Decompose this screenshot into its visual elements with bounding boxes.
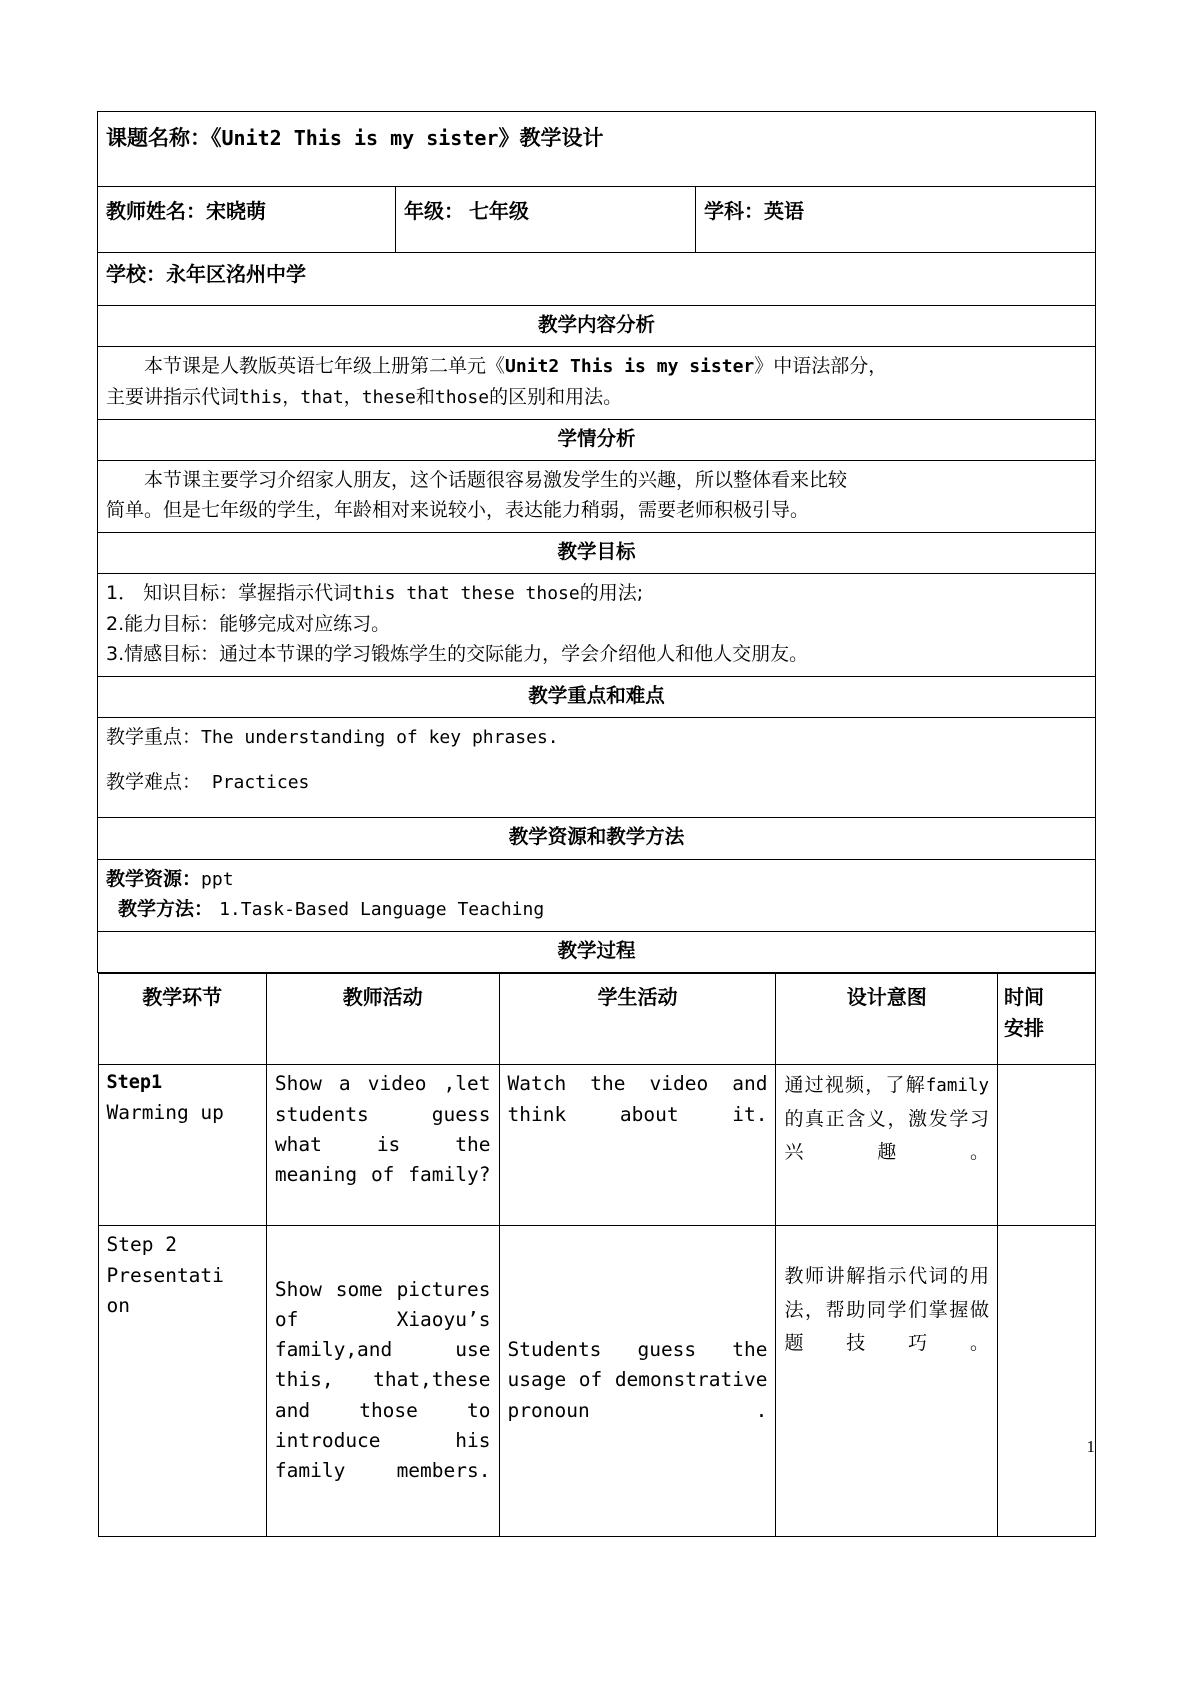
resource-value: ppt	[201, 868, 234, 890]
title-row	[98, 112, 1096, 187]
content-analysis-conjunction: 和	[415, 386, 435, 409]
grade-label: 年级：	[404, 199, 464, 223]
design-intent-step2-text: 教师讲解指示代词的用法，帮助同学们掌握做题技巧。	[784, 1265, 989, 1354]
content-analysis-heading: 教学内容分析	[98, 306, 1096, 347]
process-table-row	[98, 973, 1096, 1538]
learner-analysis-heading: 学情分析	[98, 419, 1096, 460]
key-point-value: The understanding of key phrases.	[201, 726, 559, 748]
meta-row	[98, 187, 1096, 253]
objective-item-3: 3.情感目标：通过本节课的学习锻炼学生的交际能力，学会介绍他人和他人交朋友。	[106, 643, 809, 666]
subject-value: 英语	[764, 199, 804, 223]
process-table	[98, 973, 1096, 1537]
process-heading: 教学过程	[98, 932, 1096, 973]
student-activity-step1: Watch the video and think about it.	[499, 1065, 776, 1226]
key-difficult-heading-row	[98, 676, 1096, 717]
title-suffix: 》教学设计	[498, 126, 604, 150]
content-analysis-line-1	[106, 351, 1087, 382]
stage-cell-step2	[98, 1226, 266, 1537]
method-line	[106, 894, 1087, 925]
document-title-cell	[98, 112, 1096, 187]
stage-step2-subtitle-cont: on	[106, 1293, 130, 1317]
process-heading-row	[98, 932, 1096, 973]
design-intent-step1	[776, 1065, 998, 1226]
col-header-time-line2: 安排	[1003, 1016, 1044, 1041]
col-header-teacher-activity: 教师活动	[266, 974, 499, 1065]
content-analysis-heading-row	[98, 306, 1096, 347]
stage-step2-subtitle: Presentati	[106, 1263, 224, 1287]
col-header-design-intent: 设计意图	[776, 974, 998, 1065]
stage-cell-step1	[98, 1065, 266, 1226]
key-difficult-heading: 教学重点和难点	[98, 676, 1096, 717]
stage-step1-subtitle: Warming up	[106, 1101, 224, 1125]
teacher-name: 宋晓萌	[206, 199, 266, 223]
objective-1-pronouns: this that these those	[352, 583, 580, 605]
resource-label: 教学资源：	[106, 867, 202, 890]
learner-analysis-body	[98, 461, 1096, 533]
stage-step1-title: Step1	[106, 1072, 163, 1094]
teacher-cell	[98, 187, 396, 253]
resource-line	[106, 864, 1087, 895]
method-value: 1.Task-Based Language Teaching	[219, 899, 545, 921]
content-analysis-line2-pre: 主要讲指示代词	[106, 386, 240, 409]
learner-analysis-line-2: 简单。但是七年级的学生，年龄相对来说较小，表达能力稍弱，需要老师积极引导。	[106, 499, 810, 522]
content-analysis-unit-title: Unit2 This is my sister	[505, 356, 755, 378]
time-step1	[997, 1065, 1095, 1226]
content-analysis-body	[98, 347, 1096, 420]
school-value: 永年区洺州中学	[166, 262, 306, 286]
stage-step2-title: Step 2	[106, 1233, 177, 1257]
title-label: 课题名称：	[106, 126, 211, 150]
grade-cell	[396, 187, 696, 253]
school-label: 学校：	[106, 262, 166, 286]
title-bracket-open: 《	[211, 126, 222, 150]
teacher-activity-step2: Show some pictures of Xiaoyu’s family,and use this, that,these and those to introduce his family members.	[266, 1226, 499, 1537]
time-step2	[997, 1226, 1095, 1537]
design-intent-step2	[776, 1226, 998, 1537]
resources-body-row	[98, 859, 1096, 932]
teacher-label: 教师姓名：	[106, 199, 206, 223]
key-point-line	[106, 722, 1087, 753]
page-number: 1	[1086, 1437, 1095, 1456]
learner-analysis-line-1: 本节课主要学习介绍家人朋友，这个话题很容易激发学生的兴趣，所以整体看来比较	[144, 469, 848, 492]
objectives-body	[98, 574, 1096, 677]
col-header-time-line1: 时间	[1003, 985, 1044, 1010]
learner-analysis-heading-row	[98, 419, 1096, 460]
difficult-point-value: Practices	[201, 771, 310, 793]
key-difficult-body	[98, 717, 1096, 818]
subject-label: 学科：	[704, 199, 764, 223]
process-header-row	[98, 974, 1095, 1065]
difficult-point-label: 教学难点：	[106, 770, 202, 793]
objectives-heading: 教学目标	[98, 532, 1096, 573]
design-intent-step1-post: 的真正含义，激发学习兴趣。	[784, 1107, 989, 1163]
content-analysis-pronouns-1: this，that，these	[239, 387, 416, 409]
title-unit-name: Unit2 This is my sister	[221, 126, 499, 150]
content-analysis-line2-post: 的区别和用法。	[489, 386, 623, 409]
resources-body	[98, 859, 1096, 932]
content-analysis-line-2	[106, 382, 1087, 413]
objective-item-2: 2.能力目标：能够完成对应练习。	[106, 612, 391, 635]
col-header-stage: 教学环节	[98, 974, 266, 1065]
school-row	[98, 253, 1096, 306]
design-intent-step1-en: family	[925, 1076, 989, 1097]
content-analysis-body-row	[98, 347, 1096, 420]
content-analysis-pronouns-2: those	[434, 387, 490, 409]
resources-heading: 教学资源和教学方法	[98, 818, 1096, 859]
subject-cell	[696, 187, 1096, 253]
content-analysis-line1-post: 》中语法部分，	[754, 355, 888, 378]
objectives-heading-row	[98, 532, 1096, 573]
col-header-student-activity: 学生活动	[499, 974, 776, 1065]
objectives-body-row	[98, 574, 1096, 677]
objective-1-post: 的用法;	[579, 582, 644, 605]
lesson-plan-table	[97, 111, 1096, 1537]
method-label: 教学方法：	[118, 898, 214, 921]
col-header-time	[997, 974, 1095, 1065]
objective-item-1	[106, 578, 1087, 609]
grade-value: 七年级	[468, 199, 529, 223]
difficult-point-line	[106, 767, 1087, 798]
teacher-activity-step1: Show a video ,let students guess what is the meaning of family?	[266, 1065, 499, 1226]
student-activity-step2: Students guess the usage of demonstrative pronoun .	[499, 1226, 776, 1537]
key-difficult-body-row	[98, 717, 1096, 818]
objective-1-pre: 1． 知识目标：掌握指示代词	[106, 582, 353, 605]
learner-analysis-body-row	[98, 461, 1096, 533]
table-row	[98, 1065, 1095, 1226]
table-row	[98, 1226, 1095, 1537]
design-intent-step1-pre: 通过视频，了解	[784, 1074, 926, 1097]
school-cell	[98, 253, 1096, 306]
resources-heading-row	[98, 818, 1096, 859]
key-point-label: 教学重点：	[106, 725, 202, 748]
content-analysis-line1-pre: 本节课是人教版英语七年级上册第二单元《	[144, 355, 506, 378]
process-table-cell	[98, 973, 1096, 1538]
